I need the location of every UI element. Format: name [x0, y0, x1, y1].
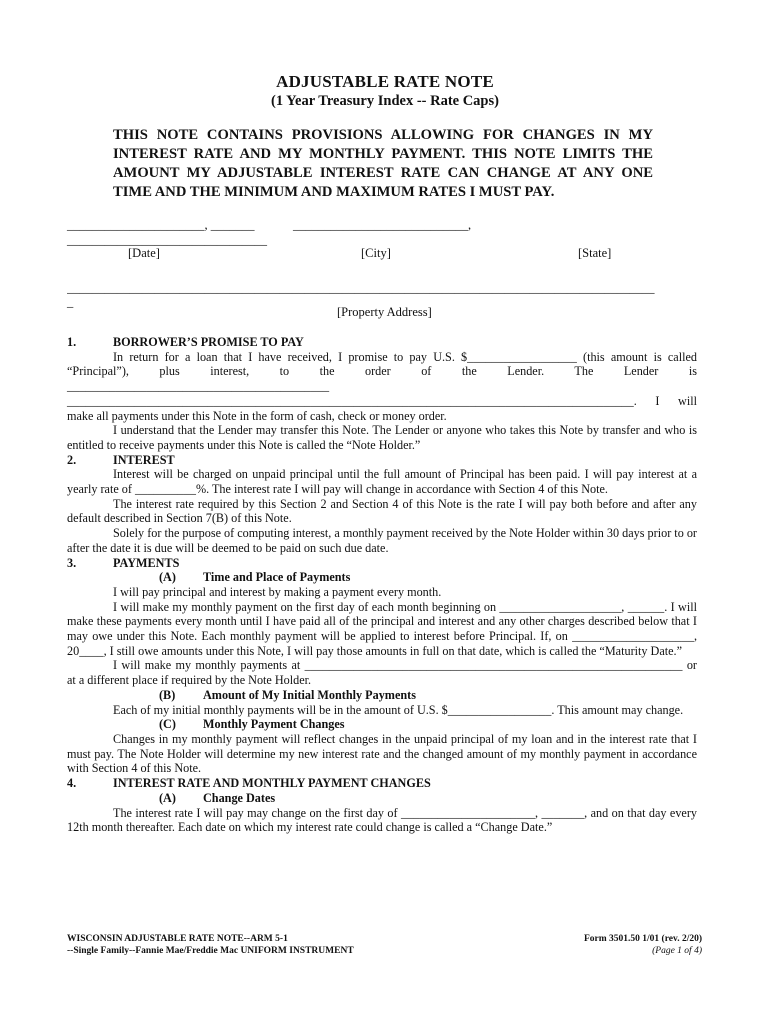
section-number: 1. [67, 335, 77, 349]
section-2-paragraph-2: The interest rate required by this Section 2 and Section 4 of this Note is the rate I will pay both before and after any default described in Section 7(B) of this Note. [67, 496, 697, 526]
subsection-title: Change Dates [203, 790, 276, 805]
city-blank: ____________________________, [293, 218, 472, 232]
footer-instrument [67, 946, 354, 956]
subsection-label: (C) [159, 717, 176, 732]
subsection-3c-heading [67, 717, 697, 732]
subsection-4a-heading [67, 791, 697, 806]
note-body [67, 335, 697, 835]
section-2-paragraph-1: Interest will be charged on unpaid principal until the full amount of Principal has been paid. I will pay interest at a yearly rate of __________%. The interest rate I will pay will change in accordance with Section 4 of this Note. [67, 467, 697, 497]
section-3a-paragraph-3: I will make my monthly payments at ______________________________________________________________ or at a different place if required by the Note Holder. [67, 658, 697, 688]
section-1-line-4: _____________________________________________________________________________________________. I will [67, 393, 697, 408]
subsection-3a-heading [67, 570, 697, 585]
property-address-blank-tail: _ [67, 295, 74, 309]
subsection-title: Amount of My Initial Monthly Payments [203, 687, 416, 702]
subsection-label: (B) [159, 687, 176, 702]
footer-page-number: (Page 1 of 4) [652, 946, 702, 956]
section-2-paragraph-3: Solely for the purpose of computing interest, a monthly payment received by the Note Holder within 30 days prior to or after the date it is due will be deemed to be paid on such due date. [67, 526, 697, 555]
state-label: [State] [578, 246, 612, 260]
section-1-heading [67, 335, 697, 350]
section-1-line-3: ___________________________________________ [67, 379, 330, 394]
section-2-heading [67, 453, 697, 468]
footer-family-type: --Single Family-- [67, 946, 136, 956]
footer-form-number: Form 3501.50 1/01 (rev. 2/20) [583, 934, 702, 944]
section-3-heading [67, 556, 697, 571]
section-3a-paragraph-1: I will pay principal and interest by making a payment every month. [113, 584, 442, 599]
footer-form-title: WISCONSIN ADJUSTABLE RATE NOTE--ARM 5-1 [67, 934, 288, 944]
section-4-heading [67, 776, 697, 791]
footer-uniform-instrument: Fannie Mae/Freddie Mac UNIFORM INSTRUMENT [135, 946, 354, 956]
notice-paragraph: THIS NOTE CONTAINS PROVISIONS ALLOWING FOR CHANGES IN MY INTEREST RATE AND MY MONTHLY PAYMENT. THIS NOTE LIMITS THE AMOUNT MY ADJUSTABLE INTEREST RATE CAN CHANGE AT ANY ONE TIME AND THE MINIMUM AND MAXIMUM RATES I MUST PAY. [113, 127, 653, 200]
date-label: [Date] [128, 246, 160, 260]
section-1-paragraph-2: I understand that the Lender may transfer this Note. The Lender or anyone who takes this Note by transfer and who is entitled to receive payments under this Note is called the “Note Holder.” [67, 423, 697, 452]
city-label: [City] [361, 246, 391, 260]
document-subtitle: (1 Year Treasury Index -- Rate Caps) [271, 93, 499, 109]
subsection-label: (A) [159, 790, 176, 805]
section-title: INTEREST [113, 452, 175, 467]
section-1-line-5: make all payments under this Note in the form of cash, check or money order. [67, 408, 447, 423]
section-number: 2. [67, 452, 77, 467]
section-4a-paragraph-1: The interest rate I will pay may change on the first day of ______________________, _______, and on that day every 12th month thereafter. Each date on which my interest rate could change is called a “Change Date.” [67, 805, 697, 835]
section-1-line-2: “Principal”), plus interest, to the order of the Lender. The Lender is [67, 364, 697, 379]
date-blank: ______________________, _______ [67, 218, 255, 232]
document-title: ADJUSTABLE RATE NOTE [276, 72, 494, 91]
section-3b-paragraph-1: Each of my initial monthly payments will be in the amount of U.S. $_________________. This amount may change. [113, 702, 684, 717]
property-address-label: [Property Address] [337, 305, 432, 319]
section-title: BORROWER’S PROMISE TO PAY [113, 335, 304, 349]
state-blank: ________________________________ [67, 233, 267, 247]
section-3a-paragraph-2: I will make my monthly payment on the first day of each month beginning on ____________________, ______. I will make these payments every month until I have paid all of the principal and interest and any other charges described below that I may owe under this Note. Each monthly payment will be applied to interest before Principal. If, on ____________________, 20____, I still owe amounts under this Note, I will pay those amounts in full on that date, which is called the “Maturity Date.” [67, 599, 697, 658]
section-3c-paragraph-1: Changes in my monthly payment will reflect changes in the unpaid principal of my loan and in the interest rate that I must pay. The Note Holder will determine my new interest rate and the changed amount of my monthly payment in accordance with Section 4 of this Note. [67, 731, 697, 776]
section-number: 3. [67, 555, 77, 570]
section-title: INTEREST RATE AND MONTHLY PAYMENT CHANGES [113, 776, 431, 791]
subsection-3b-heading [67, 688, 697, 703]
section-title: PAYMENTS [113, 555, 180, 570]
section-1-line-1: In return for a loan that I have received, I promise to pay U.S. $__________________ (this amount is called [113, 349, 697, 364]
subsection-title: Time and Place of Payments [203, 570, 351, 585]
property-address-blank: ______________________________________________________________________________________________ [67, 281, 655, 295]
section-number: 4. [67, 776, 77, 791]
subsection-label: (A) [159, 570, 176, 585]
subsection-title: Monthly Payment Changes [203, 717, 345, 732]
